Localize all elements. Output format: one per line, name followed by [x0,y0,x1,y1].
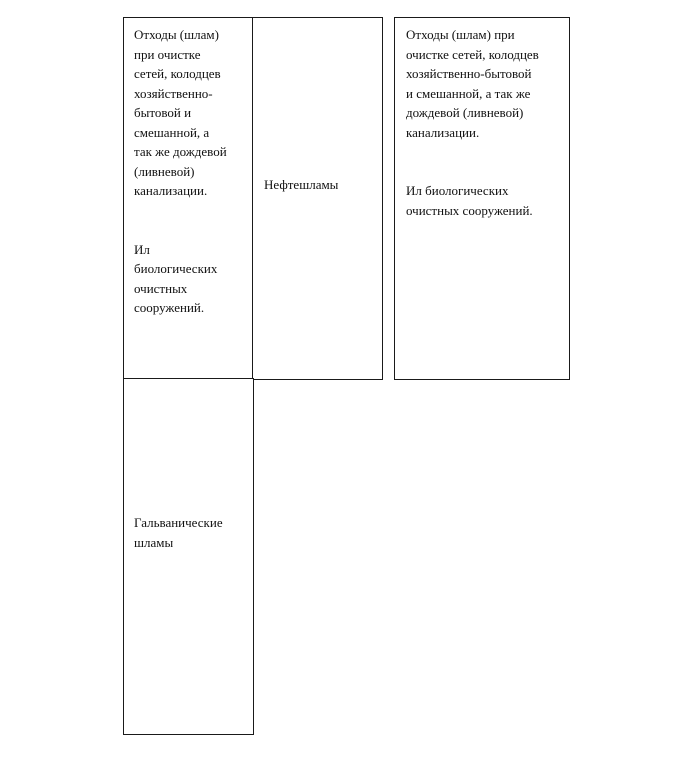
cell-sewer-sludge-text-right: Отходы (шлам) при очистке сетей, колодцев хозяйственно-бытовой и смешанной, а так же дождевой (ливневой) канализации. [406,27,539,140]
cell-galvanic-sludge-text: Гальванические шламы [134,515,223,550]
cell-galvanic-sludge [123,378,254,735]
cell-bio-silt-text: Ил биологических очистных сооружений. [134,241,218,315]
cell-oil-sludge-text: Нефтешламы [264,177,339,192]
cell-oil-sludge [252,17,383,380]
cell-sewer-sludge-text: Отходы (шлам) при очистке сетей, колодцев хозяйственно- бытовой и смешанной, а так же дождевой (ливневой) канализации. [134,27,227,198]
cell-sewer-sludge-left [123,17,254,380]
spacer [134,201,245,240]
spacer [406,142,561,181]
cell-bio-silt-text-right: Ил биологических очистных сооружений. [406,183,533,218]
cell-sewer-sludge-right [394,17,570,380]
